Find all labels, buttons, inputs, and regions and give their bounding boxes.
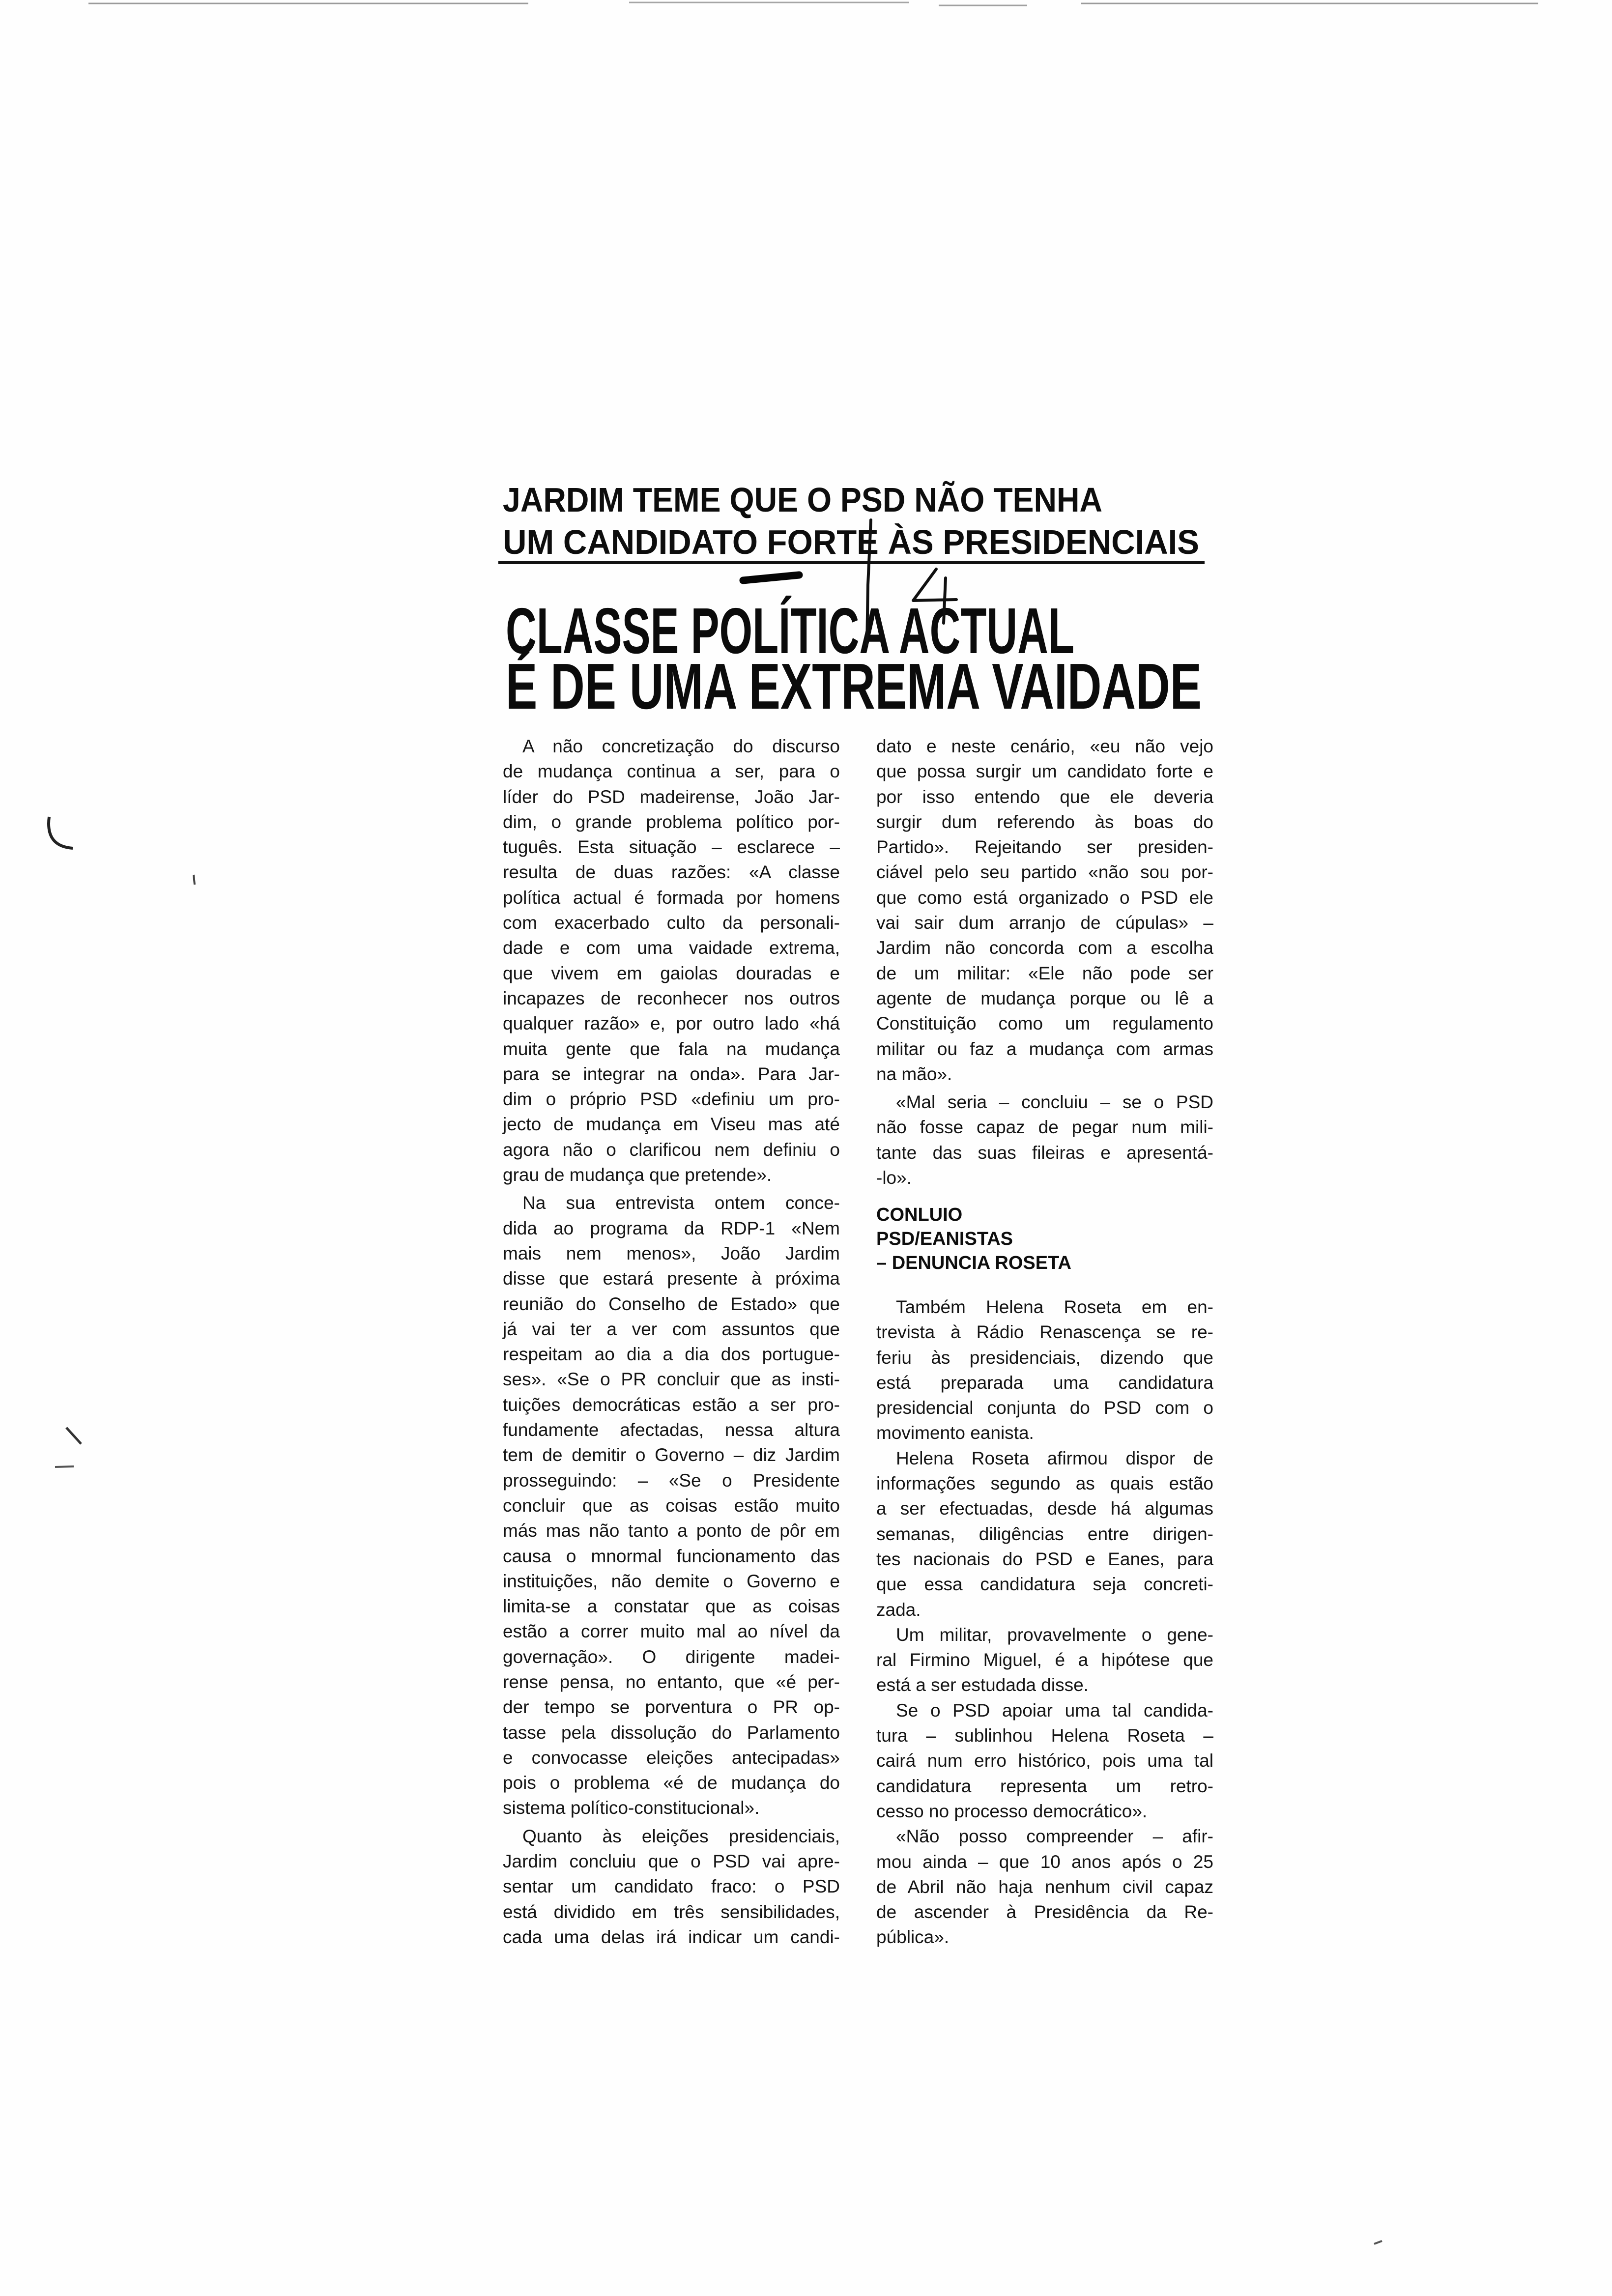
text-line-content: candidatura representa um retro-: [876, 1776, 1213, 1796]
text-line-content: -lo».: [876, 1168, 912, 1188]
text-line-content: tasse pela dissolução do Parlamento: [503, 1722, 840, 1743]
text-line: [876, 910, 1213, 935]
text-line-content: tura – sublinhou Helena Roseta –: [876, 1725, 1213, 1746]
text-line-content: agora não o clarificou nem definiu o: [503, 1139, 840, 1160]
scan-mark: [66, 1428, 81, 1444]
text-line: [876, 1370, 1213, 1395]
text-line-content: surgir dum referendo às boas do: [876, 811, 1213, 832]
text-line: [503, 1874, 840, 1899]
paragraph: [876, 1294, 1213, 1446]
subheading-line: – DENUNCIA ROSETA: [876, 1253, 1071, 1273]
paragraph: [876, 1090, 1213, 1190]
text-line-content: Jardim concluiu que o PSD vai apre-: [503, 1851, 840, 1872]
text-line: [876, 1420, 1213, 1445]
text-line: [876, 809, 1213, 834]
text-line: [876, 834, 1213, 860]
column-1: [503, 734, 840, 1950]
text-line: [876, 1090, 1213, 1115]
text-line: [503, 1241, 840, 1266]
text-line: [876, 1036, 1213, 1062]
text-line-content: disse que estará presente à próxima: [503, 1268, 840, 1289]
scan-mark: [1374, 2241, 1382, 2244]
text-line: [876, 1698, 1213, 1723]
text-line: [503, 935, 840, 960]
column-2-lower: [876, 1294, 1213, 1950]
text-line-content: sistema político-constitucional».: [503, 1798, 760, 1818]
text-line-content: resulta de duas razões: «A classe: [503, 862, 840, 883]
text-line-content: na mão».: [876, 1063, 952, 1084]
text-line: [503, 1493, 840, 1518]
text-line-content: Partido». Rejeitando ser presiden-: [876, 837, 1213, 858]
text-line-content: incapazes de reconhecer nos outros: [503, 988, 840, 1008]
text-line: [503, 885, 840, 910]
text-line: [503, 1619, 840, 1644]
scan-mark: [49, 817, 73, 848]
paragraph: [876, 734, 1213, 1087]
text-line: [503, 1669, 840, 1694]
text-line-content: «Não posso compreender – afir-: [896, 1826, 1213, 1847]
text-line: [876, 1899, 1213, 1924]
text-line-content: de Abril não haja nenhum civil capaz: [876, 1876, 1213, 1897]
kicker-underline: [498, 561, 1205, 564]
text-line-content: «Mal seria – concluiu – se o PSD: [896, 1092, 1213, 1113]
text-line-content: pública».: [876, 1927, 950, 1948]
text-line: [503, 1594, 840, 1619]
text-line: [876, 1597, 1213, 1622]
text-line-content: qualquer razão» e, por outro lado «há: [503, 1013, 840, 1034]
text-line-content: Jardim não concorda com a escolha: [876, 938, 1213, 958]
text-line-content: que vivem em gaiolas douradas e: [503, 963, 840, 983]
text-line: [876, 1115, 1213, 1140]
text-line: [876, 961, 1213, 986]
text-line: [876, 1924, 1213, 1950]
text-line-content: causa o mnormal funcionamento das: [503, 1546, 840, 1566]
text-line-content: cada uma delas irá indicar um candi-: [503, 1926, 840, 1947]
text-line: [876, 1140, 1213, 1165]
subheading-line: PSD/EANISTAS: [876, 1229, 1013, 1249]
text-line: [503, 1770, 840, 1795]
text-line-content: de mudança continua a ser, para o: [503, 761, 840, 782]
text-line-content: tuições democráticas estão a ser pro-: [503, 1394, 840, 1415]
text-line: [503, 860, 840, 885]
text-line-content: trevista à Rádio Renascença se re-: [876, 1322, 1213, 1343]
text-line-content: já vai ter a ver com assuntos que: [503, 1319, 840, 1339]
text-line: [876, 1395, 1213, 1420]
text-line-content: que essa candidatura seja concreti-: [876, 1574, 1213, 1595]
text-line: [503, 910, 840, 935]
text-line-content: e convocasse eleições antecipadas»: [503, 1747, 840, 1768]
subheading-line: CONLUIO: [876, 1205, 963, 1225]
text-line: [876, 784, 1213, 809]
subheading: [876, 1203, 1213, 1275]
text-line-content: por isso entendo que ele deveria: [876, 786, 1213, 807]
text-line-content: presidencial conjunta do PSD com o: [876, 1398, 1213, 1418]
text-line: [876, 1824, 1213, 1849]
text-line: [876, 1521, 1213, 1547]
handwritten-stroke: [743, 575, 799, 580]
headline-line-text: CLASSE POLÍTICA ACTUAL: [506, 595, 1074, 667]
text-line-content: sentar um candidato fraco: o PSD: [503, 1876, 840, 1897]
column-2-upper: [876, 734, 1213, 1190]
text-line-content: a ser efectuadas, desde há algumas: [876, 1498, 1213, 1519]
text-line: [876, 1748, 1213, 1773]
text-line: [876, 1471, 1213, 1496]
paragraph: [876, 1698, 1213, 1824]
text-line-content: Se o PSD apoiar uma tal candida-: [896, 1700, 1213, 1721]
text-line: [876, 1799, 1213, 1824]
text-line: [503, 1468, 840, 1493]
text-line-content: feriu às presidenciais, dizendo que: [876, 1347, 1213, 1368]
text-line-content: grau de mudança que pretende».: [503, 1165, 772, 1185]
text-line-content: Helena Roseta afirmou dispor de: [896, 1448, 1213, 1468]
text-line-content: A não concretização do discurso: [522, 736, 840, 756]
text-line: [503, 1442, 840, 1467]
text-line-content: não fosse capaz de pegar num mili-: [876, 1117, 1213, 1138]
text-line: [876, 1723, 1213, 1748]
text-line: [503, 1417, 840, 1442]
text-line: [876, 1622, 1213, 1647]
kicker-line-text: JARDIM TEME QUE O PSD NÃO TENHA: [503, 481, 1102, 519]
text-line-content: cairá num erro histórico, pois uma tal: [876, 1751, 1213, 1771]
text-line-content: tuguês. Esta situação – esclarece –: [503, 837, 840, 858]
text-line-content: zada.: [876, 1599, 921, 1620]
text-line: [876, 759, 1213, 784]
text-line-content: que como está organizado o PSD ele: [876, 887, 1213, 908]
text-line-content: Constituição como um regulamento: [876, 1013, 1213, 1034]
kicker-line: [503, 525, 1199, 559]
text-line-content: Na sua entrevista ontem conce-: [522, 1193, 840, 1213]
text-line-content: informações segundo as quais estão: [876, 1473, 1213, 1494]
text-line-content: fundamente afectadas, nessa altura: [503, 1420, 840, 1440]
text-line-content: Um militar, provavelmente o gene-: [896, 1624, 1213, 1645]
text-line: [503, 1011, 840, 1036]
text-line-content: tem de demitir o Governo – diz Jardim: [503, 1445, 840, 1465]
text-line: [503, 1266, 840, 1291]
text-line-content: mou ainda – que 10 anos após o 25: [876, 1851, 1213, 1872]
text-line: [503, 1292, 840, 1317]
text-line-content: Quanto às eleições presidenciais,: [522, 1826, 840, 1846]
text-line: [503, 1924, 840, 1950]
text-line-content: de ascender à Presidência da Re-: [876, 1902, 1213, 1923]
headline-line-text: É DE UMA EXTREMA VAIDADE: [506, 650, 1202, 722]
text-line-content: respeitam ao dia a dia dos portugue-: [503, 1344, 840, 1365]
text-line: [503, 1899, 840, 1924]
text-line: [876, 1294, 1213, 1320]
text-line: [503, 1216, 840, 1241]
text-line: [876, 1774, 1213, 1799]
text-line: [503, 1087, 840, 1112]
text-line-content: dato e neste cenário, «eu não vejo: [876, 736, 1213, 756]
text-line-content: está a ser estudada disse.: [876, 1675, 1089, 1695]
text-line: [503, 1745, 840, 1770]
text-line: [503, 1112, 840, 1137]
text-line: [876, 1547, 1213, 1572]
text-line: [876, 986, 1213, 1011]
text-line: [876, 1320, 1213, 1345]
text-line: [503, 1824, 840, 1849]
text-line-content: dade e com uma vaidade extrema,: [503, 938, 840, 958]
text-line-content: vai sair dum arranjo de cúpulas» –: [876, 913, 1213, 933]
text-line-content: governação». O dirigente madei-: [503, 1646, 840, 1667]
kicker-line-text: UM CANDIDATO FORTE ÀS PRESIDENCIAIS: [503, 523, 1199, 561]
text-line-content: com exacerbado culto da personali-: [503, 913, 840, 933]
text-line: [503, 1342, 840, 1367]
text-line-content: más mas não tanto a ponto de pôr em: [503, 1521, 840, 1541]
text-line-content: cesso no processo democrático».: [876, 1801, 1148, 1821]
paragraph: [503, 1824, 840, 1950]
paragraph: [876, 1824, 1213, 1950]
text-line-content: mais nem menos», João Jardim: [503, 1243, 840, 1263]
text-line: [876, 1572, 1213, 1597]
text-line-content: pois o problema «é de mudança do: [503, 1773, 840, 1793]
text-line-content: está dividido em três sensibilidades,: [503, 1901, 840, 1922]
text-line: [503, 1062, 840, 1087]
text-line-content: política actual é formada por homens: [503, 887, 840, 908]
text-line-content: instituições, não demite o Governo e: [503, 1571, 840, 1591]
text-line: [503, 1569, 840, 1594]
text-line-content: dim, o grande problema político por-: [503, 811, 840, 832]
text-line: [876, 1165, 1213, 1190]
text-line: [503, 1720, 840, 1745]
text-line-content: dida ao programa da RDP-1 «Nem: [503, 1218, 840, 1238]
text-line: [503, 1518, 840, 1543]
text-line: [876, 1345, 1213, 1370]
text-line-content: que possa surgir um candidato forte e: [876, 761, 1213, 782]
text-line: [503, 1162, 840, 1187]
text-line: [503, 734, 840, 759]
text-line-content: movimento eanista.: [876, 1423, 1034, 1443]
text-line: [876, 1849, 1213, 1874]
text-line: [503, 1544, 840, 1569]
text-line: [503, 1036, 840, 1062]
text-line: [503, 759, 840, 784]
text-line: [876, 1011, 1213, 1036]
text-line-content: ral Firmino Miguel, é a hipótese que: [876, 1650, 1213, 1670]
text-line-content: ses». «Se o PR concluir que as insti-: [503, 1369, 840, 1390]
text-line-content: está preparada uma candidatura: [876, 1372, 1213, 1393]
text-line-content: limita-se a constatar que as coisas: [503, 1596, 840, 1617]
text-line-content: estão a correr muito mal ao nível da: [503, 1621, 840, 1642]
text-line-content: Também Helena Roseta em en-: [896, 1297, 1213, 1317]
text-line-content: tes nacionais do PSD e Eanes, para: [876, 1549, 1213, 1569]
kicker-line: [503, 483, 1102, 517]
text-line-content: militar ou faz a mudança com armas: [876, 1038, 1213, 1059]
paragraph: [876, 1446, 1213, 1622]
text-line: [503, 1317, 840, 1342]
text-line-content: der tempo se porventura o PR op-: [503, 1697, 840, 1718]
scan-mark: [194, 875, 195, 885]
text-line-content: agente de mudança porque ou lê a: [876, 988, 1213, 1008]
text-line: [503, 784, 840, 809]
text-line-content: dim o próprio PSD «definiu um pro-: [503, 1089, 840, 1110]
text-line: [876, 1062, 1213, 1087]
text-line-content: concluir que as coisas estão muito: [503, 1495, 840, 1516]
text-line-content: para se integrar na onda». Para Jar-: [503, 1063, 840, 1084]
text-line: [503, 1137, 840, 1162]
text-line: [876, 935, 1213, 960]
text-line-content: ciável pelo seu partido «não sou por-: [876, 862, 1213, 883]
text-line: [503, 1190, 840, 1215]
headline-line: [506, 650, 1202, 722]
text-line: [876, 1446, 1213, 1471]
text-line-content: tante das suas fileiras e apresentá-: [876, 1142, 1213, 1163]
text-line: [503, 1694, 840, 1720]
paragraph: [503, 734, 840, 1187]
text-line: [503, 1795, 840, 1820]
text-line-content: muita gente que fala na mudança: [503, 1038, 840, 1059]
text-line: [503, 986, 840, 1011]
text-line-content: semanas, diligências entre dirigen-: [876, 1523, 1213, 1544]
text-line-content: prosseguindo: – «Se o Presidente: [503, 1470, 840, 1491]
text-line: [503, 1849, 840, 1874]
text-line: [876, 734, 1213, 759]
text-line-content: líder do PSD madeirense, João Jar-: [503, 786, 840, 807]
text-line: [503, 961, 840, 986]
text-line: [503, 1644, 840, 1669]
scan-mark: [55, 1466, 74, 1467]
text-line-content: rense pensa, no entanto, que «é per-: [503, 1671, 840, 1692]
text-line: [876, 1874, 1213, 1899]
text-line: [503, 809, 840, 834]
text-line-content: reunião do Conselho de Estado» que: [503, 1293, 840, 1314]
text-line: [876, 1647, 1213, 1672]
text-line: [503, 1392, 840, 1417]
text-line-content: de um militar: «Ele não pode ser: [876, 963, 1213, 983]
text-line-content: jecto de mudança em Viseu mas até: [503, 1114, 840, 1135]
text-line: [503, 1367, 840, 1392]
text-line: [876, 860, 1213, 885]
text-line: [876, 1672, 1213, 1697]
paragraph: [503, 1190, 840, 1820]
text-line: [876, 1496, 1213, 1521]
text-line: [876, 885, 1213, 910]
text-line: [503, 834, 840, 860]
paragraph: [876, 1622, 1213, 1698]
